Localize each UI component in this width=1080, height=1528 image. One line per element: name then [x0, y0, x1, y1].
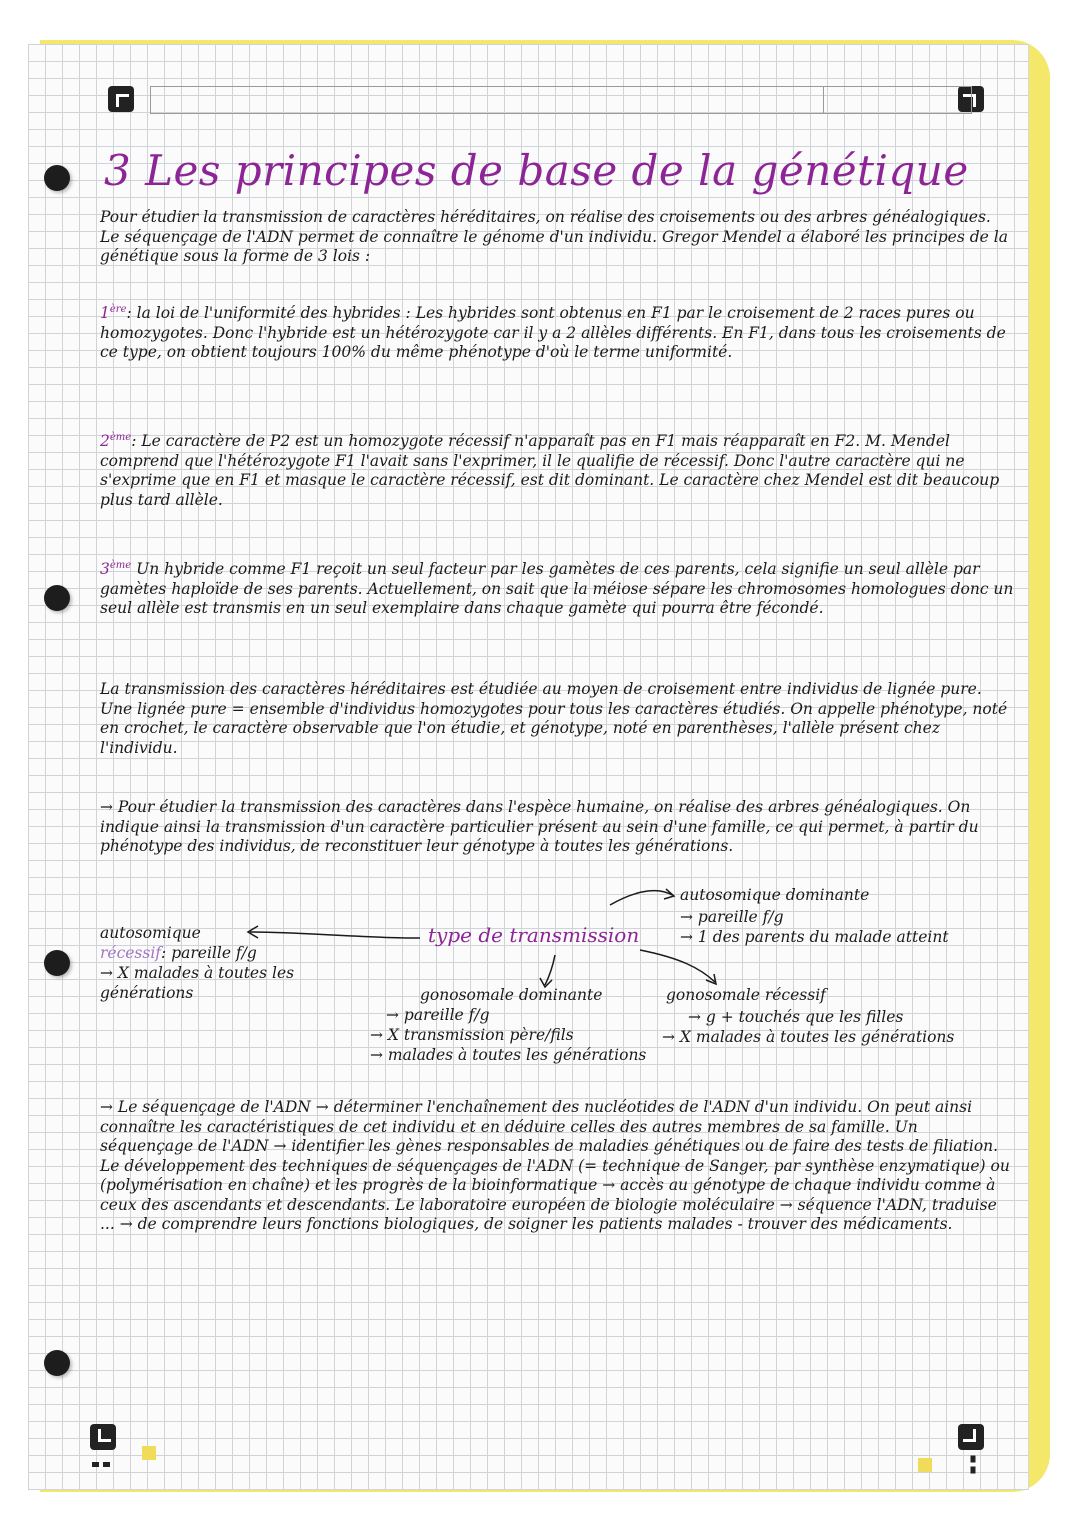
law-text: : Le caractère de P2 est un homozygote récessif n'apparaît pas en F1 mais réapparaît en F2. M. Mendel comprend que l'hétérozygote F1 l'avait sans l'exprimer, il le qualifie de récessif. Donc l'autre caractère qui ne s'exprime que en F1 et masque le caractère récessif, est dit dominant. Le caractère chez Mendel est dit beaucoup plus tard allèle. [100, 432, 1000, 509]
auto-rec-line: générations [100, 984, 194, 1002]
intro-text: Pour étudier la transmission de caractères héréditaires, on réalise des croisements ou des arbres généalogiques. Le séquençage de l'ADN permet de connaître le génome d'un individu. Gregor Mendel a élaboré les principes de la génétique sous la forme de 3 lois : [100, 208, 1008, 265]
gono-rec-title: gonosomale récessif [666, 986, 826, 1004]
sequencage-paragraph [100, 1098, 1015, 1235]
page-title: 3 Les principes de base de la génétique [104, 146, 969, 195]
law-ordinal: ère [109, 304, 127, 315]
auto-rec-title-2: récessif [100, 944, 162, 962]
law-number: 2 [100, 432, 110, 451]
auto-dom-title: autosomique dominante [680, 886, 870, 904]
gono-rec-line: → g + touchés que les filles [688, 1008, 904, 1026]
arbres-text: → Pour étudier la transmission des caractères dans l'espèce humaine, on réalise des arbres généalogiques. On indique ainsi la transmission d'un caractère particulier présent au sein d'une famille, ce qui permet, à partir du phénotype des individus, de reconstituer leur génotype à toutes les générations. [100, 798, 979, 855]
auto-rec-line: → X malades à toutes les [100, 964, 295, 982]
gono-dom-title: gonosomale dominante [420, 986, 603, 1004]
auto-rec-inline: : pareille f/g [161, 944, 257, 962]
law-text: Un hybride comme F1 reçoit un seul facteur par les gamètes de ces parents, cela signifie un seul allèle par gamètes haploïde de ses parents. Actuellement, on sait que la méiose sépare les chromosomes homologues donc un seul allèle est transmis en un seul exemplaire dans chaque gamète qui pourra être fécondé. [100, 560, 1014, 618]
gono-dom-line: → pareille f/g [386, 1006, 490, 1024]
auto-rec-title: autosomique [100, 924, 201, 942]
law-ordinal: ème [109, 560, 132, 571]
law-number: 3 [100, 560, 110, 579]
auto-dom-line: → pareille f/g [680, 908, 784, 926]
gono-dom-line: → malades à toutes les générations [370, 1046, 647, 1064]
law-ordinal: ème [109, 432, 132, 443]
sequencage-text: → Le séquençage de l'ADN → déterminer l'enchaînement des nucléotides de l'ADN d'un individu. On peut ainsi connaître les caractéristiques de cet individu et en déduire celles des autres membres de sa famille. Un séquençage de l'ADN → identifier les gènes responsables de maladies génétiques ou de faire des tests de filiation. Le développement des techniques de séquençages de l'ADN (= technique de Sanger, par synthèse enzymatique) ou (polymérisation en chaîne) et les progrès de la bioinformatique → accès au génotype de chaque individu comme à ceux des ascendants et descendants. Le laboratoire européen de biologie moléculaire → séquence l'ADN, traduise ... → de comprendre leurs fonctions biologiques, de soigner les patients malades - trouver des médicaments. [100, 1098, 1010, 1233]
lignee-text: La transmission des caractères héréditaires est étudiée au moyen de croisement entre individus de lignée pure. Une lignée pure = ensemble d'individus homozygotes pour tous les caractères étudiés. On appelle phénotype, noté en crochet, le caractère observable que l'on étudie, et génotype, noté en parenthèses, l'allèle présent chez l'individu. [100, 680, 1008, 757]
law-text: : la loi de l'uniformité des hybrides : Les hybrides sont obtenus en F1 par le croisement de 2 races pures ou homozygotes. Donc l'hybride est un hétérozygote car il y a 2 allèles différents. En F1, dans tous les croisements de ce type, on obtient toujours 100% du même phénotype d'où le terme uniformité. [100, 304, 1006, 362]
law-number: 1 [100, 304, 110, 323]
gono-rec-line: → X malades à toutes les générations [662, 1028, 955, 1046]
auto-dom-line: → 1 des parents du malade atteint [680, 928, 949, 946]
transmission-type-label: type de transmission [428, 923, 640, 947]
gono-dom-line: → X transmission père/fils [370, 1026, 574, 1044]
